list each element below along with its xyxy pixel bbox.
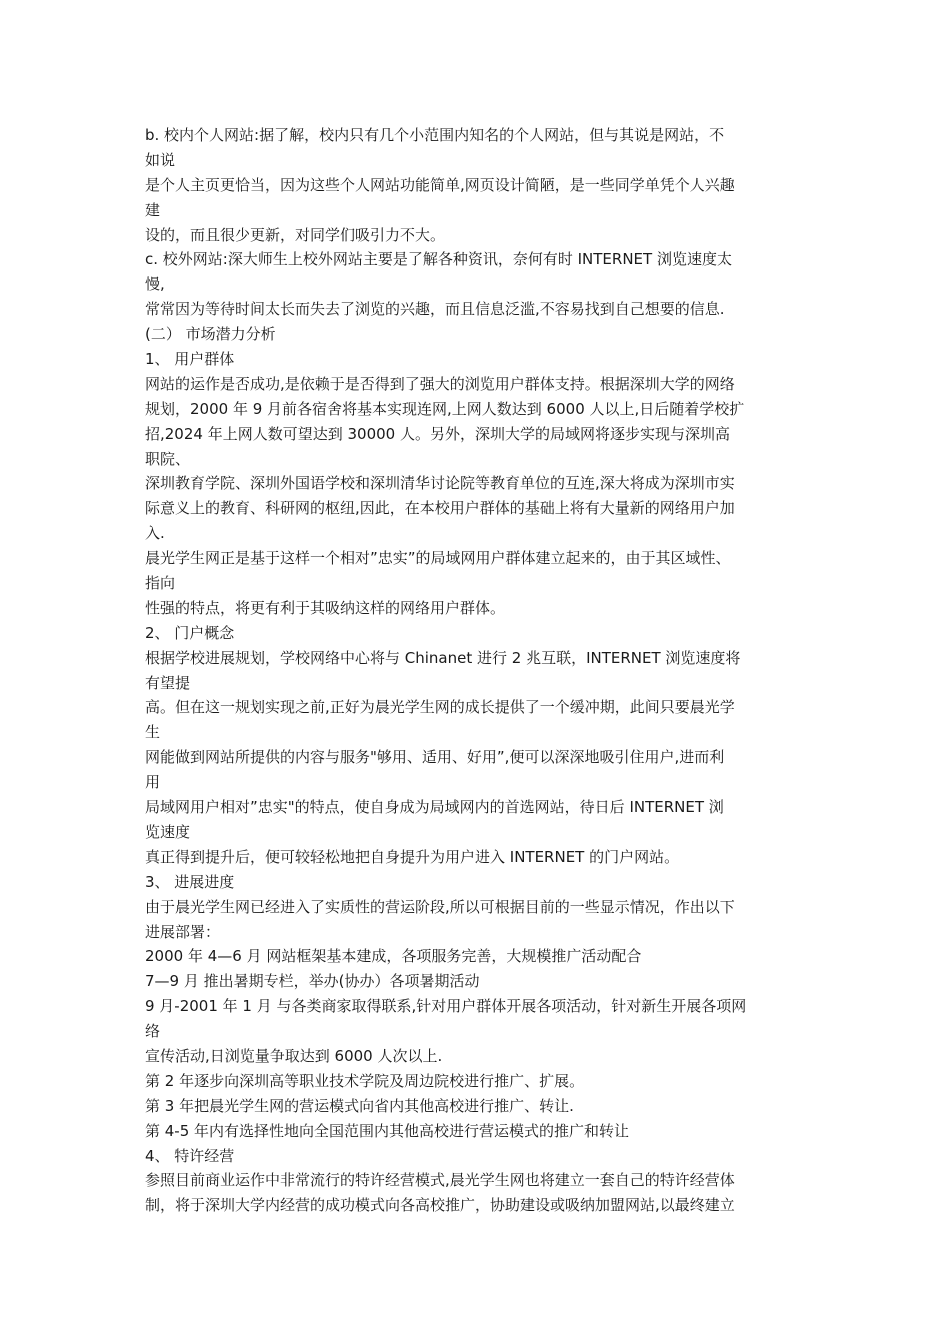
text-line: 指向 (145, 574, 176, 593)
text-line: 招,2024 年上网人数可望达到 30000 人。另外，深圳大学的局域网将逐步实现与深圳高 (145, 424, 730, 443)
document-body (145, 123, 817, 1218)
text-line: 1、 用户群体 (145, 350, 235, 369)
text-line: 是个人主页更恰当，因为这些个人网站功能简单,网页设计简陋，是一些同学单凭个人兴趣 (145, 175, 735, 194)
text-line: 第 3 年把晨光学生网的营运模式向省内其他高校进行推广、转让. (145, 1096, 574, 1115)
text-line: 进展部署： (145, 922, 221, 941)
text-line: 制，将于深圳大学内经营的成功模式向各高校推广，协助建设或吸纳加盟网站,以最终建立 (145, 1196, 735, 1215)
text-line: 宣传活动,日浏览量争取达到 6000 人次以上. (145, 1046, 443, 1065)
text-line: 深圳教育学院、深圳外国语学校和深圳清华讨论院等教育单位的互连,深大将成为深圳市实 (145, 474, 735, 493)
text-line: 网能做到网站所提供的内容与服务"够用、适用、好用”,便可以深深地吸引住用户,进而利 (145, 748, 725, 767)
text-line: 性强的特点，将更有利于其吸纳这样的网络用户群体。 (145, 598, 506, 617)
text-line: 9 月-2001 年 1 月 与各类商家取得联系,针对用户群体开展各项活动，针对新生开展各项网 (145, 997, 747, 1016)
text-line: 如说 (145, 150, 176, 169)
text-line: 真正得到提升后，便可较轻松地把自身提升为用户进入 INTERNET 的门户网站。 (145, 847, 680, 866)
text-line: 有望提 (145, 673, 191, 692)
text-line: b. 校内个人网站:据了解，校内只有几个小范围内知名的个人网站，但与其说是网站，不 (145, 126, 725, 144)
text-line: 局域网用户相对”忠实"的特点，使自身成为局域网内的首选网站，待日后 INTERNET 浏 (145, 798, 724, 817)
text-line: 第 4-5 年内有选择性地向全国范围内其他高校进行营运模式的推广和转让 (145, 1121, 630, 1140)
text-line: 常常因为等待时间太长而失去了浏览的兴趣，而且信息泛滥,不容易找到自己想要的信息. (145, 300, 725, 319)
text-line: 4、 特许经营 (145, 1146, 235, 1165)
text-line: 职院、 (145, 449, 191, 468)
text-line: 入. (145, 524, 165, 543)
text-line: (二） 市场潜力分析 (145, 325, 276, 344)
text-line: 生 (145, 723, 161, 742)
text-line: 根据学校进展规划，学校网络中心将与 Chinanet 进行 2 兆互联，INTERNET 浏览速度将 (145, 648, 741, 667)
text-line: c. 校外网站:深大师生上校外网站主要是了解各种资讯，奈何有时 INTERNET 浏览速度太 (145, 250, 732, 269)
text-line: 规划，2000 年 9 月前各宿舍将基本实现连网,上网人数达到 6000 人以上,日后随着学校扩 (145, 399, 745, 418)
text-line: 际意义上的教育、科研网的枢纽,因此，在本校用户群体的基础上将有大量新的网络用户加 (145, 499, 735, 518)
text-line: 第 2 年逐步向深圳高等职业技术学院及周边院校进行推广、扩展。 (145, 1071, 585, 1090)
text-line: 用 (145, 773, 161, 792)
text-line: 慢, (145, 275, 165, 294)
text-line: 由于晨光学生网已经进入了实质性的营运阶段,所以可根据目前的一些显示情况，作出以下 (145, 897, 735, 916)
text-line: 网站的运作是否成功,是依赖于是否得到了强大的浏览用户群体支持。根据深圳大学的网络 (145, 374, 735, 393)
text-line: 2、 门户概念 (145, 623, 235, 642)
text-line: 络 (145, 1022, 161, 1041)
text-line: 览速度 (145, 822, 191, 841)
text-line: 高。但在这一规划实现之前,正好为晨光学生网的成长提供了一个缓冲期，此间只要晨光学 (145, 698, 735, 717)
text-line: 参照目前商业运作中非常流行的特许经营模式,晨光学生网也将建立一套自己的特许经营体 (145, 1171, 735, 1190)
text-line: 3、 进展进度 (145, 872, 235, 891)
text-line: 设的，而且很少更新，对同学们吸引力不大。 (145, 225, 446, 244)
text-line: 晨光学生网正是基于这样一个相对”忠实”的局域网用户群体建立起来的，由于其区域性、 (145, 549, 731, 568)
text-line: 7—9 月 推出暑期专栏，举办(协办）各项暑期活动 (145, 972, 480, 991)
text-line: 建 (145, 200, 161, 219)
text-line: 2000 年 4—6 月 网站框架基本建成，各项服务完善，大规模推广活动配合 (145, 947, 642, 966)
